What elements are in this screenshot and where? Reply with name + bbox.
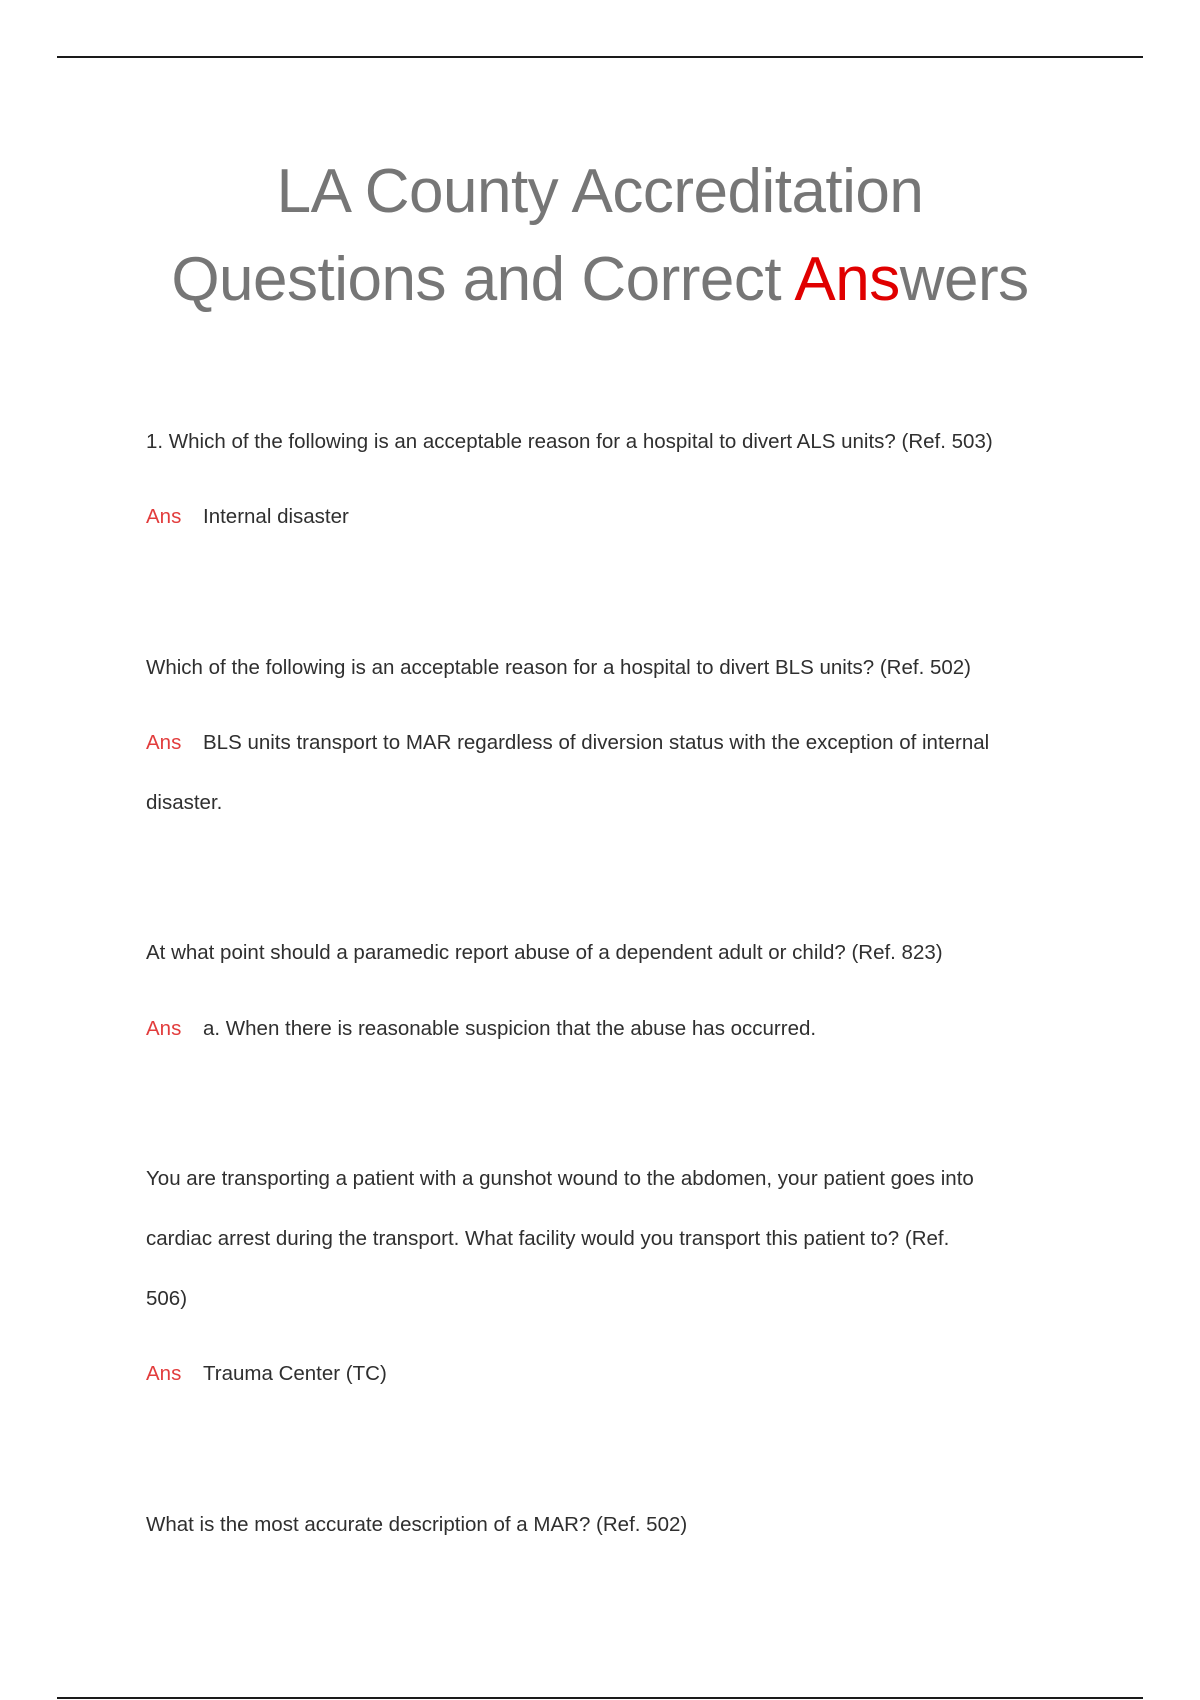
answer-2 <box>146 731 989 755</box>
answer-2-text-line-1: BLS units transport to MAR regardless of diversion status with the exception of internal <box>203 731 990 754</box>
answer-4 <box>146 1362 387 1386</box>
question-2: Which of the following is an acceptable reason for a hospital to divert BLS units? (Ref. 502) <box>146 656 972 679</box>
question-4-line-3: 506) <box>146 1287 188 1310</box>
title-line-2-suffix: wers <box>899 245 1029 314</box>
document-title <box>0 148 1200 324</box>
answer-1 <box>146 505 349 529</box>
answer-label: Ans <box>146 1017 182 1040</box>
title-highlight: Ans <box>794 245 900 314</box>
answer-3 <box>146 1017 816 1041</box>
footer-rule <box>57 1697 1143 1699</box>
answer-3-text: a. When there is reasonable suspicion that the abuse has occurred. <box>203 1017 817 1040</box>
answer-2-text-line-2: disaster. <box>146 791 223 814</box>
title-line-1: LA County Accreditation <box>276 157 924 226</box>
title-line-2 <box>0 236 1200 324</box>
question-1: 1. Which of the following is an acceptable reason for a hospital to divert ALS units? (Ref. 503) <box>146 430 993 453</box>
answer-label: Ans <box>146 731 182 754</box>
question-5: What is the most accurate description of a MAR? (Ref. 502) <box>146 1513 688 1536</box>
title-line-2-prefix: Questions and Correct <box>171 245 795 314</box>
question-4-line-1: You are transporting a patient with a gunshot wound to the abdomen, your patient goes into <box>146 1167 974 1190</box>
answer-label: Ans <box>146 505 182 528</box>
answer-label: Ans <box>146 1362 182 1385</box>
answer-1-text: Internal disaster <box>203 505 349 528</box>
question-3: At what point should a paramedic report abuse of a dependent adult or child? (Ref. 823) <box>146 941 943 964</box>
header-rule <box>57 56 1143 58</box>
answer-4-text: Trauma Center (TC) <box>203 1362 387 1385</box>
question-4-line-2: cardiac arrest during the transport. What facility would you transport this patient to? (Ref. <box>146 1227 950 1250</box>
